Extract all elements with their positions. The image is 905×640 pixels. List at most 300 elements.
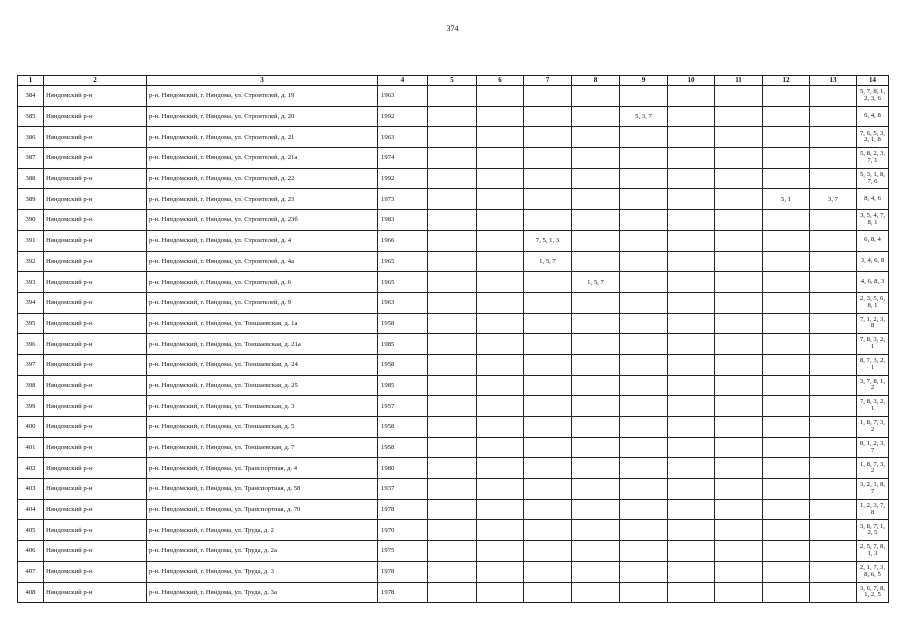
col11-cell xyxy=(715,189,763,210)
col13-cell xyxy=(810,210,857,231)
address-cell: р-н. Няндомский, г. Няндома, ул. Тоншаевская, д. 7 xyxy=(147,437,378,458)
col14-cell: 1, 2, 3, 7, 8 xyxy=(857,499,889,520)
col13-cell xyxy=(810,561,857,582)
column-header-3: 3 xyxy=(147,76,378,86)
col14-cell: 7, 8, 3, 2, 1 xyxy=(857,396,889,417)
row-number: 387 xyxy=(18,148,44,169)
year-cell: 1958 xyxy=(378,354,428,375)
col11-cell xyxy=(715,354,763,375)
district-cell: Няндомский р-н xyxy=(44,499,147,520)
col10-cell xyxy=(668,272,715,293)
col12-cell xyxy=(763,354,810,375)
district-cell: Няндомский р-н xyxy=(44,86,147,107)
address-cell: р-н. Няндомский, г. Няндома, ул. Транспортная, д. 70 xyxy=(147,499,378,520)
col6-cell xyxy=(477,292,524,313)
col11-cell xyxy=(715,272,763,293)
col11-cell xyxy=(715,251,763,272)
year-cell: 1985 xyxy=(378,375,428,396)
address-cell: р-н. Няндомский, г. Няндома, ул. Труда, д. 2 xyxy=(147,520,378,541)
col11-cell xyxy=(715,561,763,582)
col10-cell xyxy=(668,251,715,272)
address-cell: р-н. Няндомский, г. Няндома, ул. Труда, д. 3а xyxy=(147,582,378,603)
col10-cell xyxy=(668,127,715,148)
address-cell: р-н. Няндомский, г. Няндома, ул. Строителей, д. 9 xyxy=(147,292,378,313)
year-cell: 1983 xyxy=(378,210,428,231)
col8-cell xyxy=(572,396,620,417)
district-cell: Няндомский р-н xyxy=(44,148,147,169)
col13-cell xyxy=(810,168,857,189)
col9-cell xyxy=(620,354,668,375)
col12-cell xyxy=(763,106,810,127)
table-header xyxy=(18,76,889,86)
col6-cell xyxy=(477,168,524,189)
col5-cell xyxy=(428,313,477,334)
address-cell: р-н. Няндомский, г. Няндома, ул. Транспортная, д. 58 xyxy=(147,479,378,500)
col12-cell xyxy=(763,520,810,541)
col5-cell xyxy=(428,86,477,107)
col14-cell: 6, 8, 4 xyxy=(857,230,889,251)
col9-cell xyxy=(620,417,668,438)
col6-cell xyxy=(477,375,524,396)
col6-cell xyxy=(477,582,524,603)
address-cell: р-н. Няндомский, г. Няндома, ул. Строителей, д. 23 xyxy=(147,189,378,210)
table-row xyxy=(18,106,889,127)
col6-cell xyxy=(477,230,524,251)
table-row xyxy=(18,396,889,417)
column-header-1: 1 xyxy=(18,76,44,86)
table-row xyxy=(18,127,889,148)
col12-cell xyxy=(763,251,810,272)
col12-cell xyxy=(763,417,810,438)
col14-cell: 8, 7, 3, 2, 1 xyxy=(857,354,889,375)
col5-cell xyxy=(428,479,477,500)
col10-cell xyxy=(668,230,715,251)
col11-cell xyxy=(715,292,763,313)
col7-cell xyxy=(524,582,572,603)
col13-cell xyxy=(810,106,857,127)
col9-cell xyxy=(620,479,668,500)
column-header-8: 8 xyxy=(572,76,620,86)
table-row xyxy=(18,437,889,458)
col6-cell xyxy=(477,106,524,127)
address-cell: р-н. Няндомский, г. Няндома, ул. Строителей, д. 22 xyxy=(147,168,378,189)
col7-cell xyxy=(524,86,572,107)
col11-cell xyxy=(715,458,763,479)
col14-cell: 7, 1, 2, 3, 8 xyxy=(857,313,889,334)
district-cell: Няндомский р-н xyxy=(44,334,147,355)
col8-cell xyxy=(572,127,620,148)
col11-cell xyxy=(715,499,763,520)
district-cell: Няндомский р-н xyxy=(44,582,147,603)
row-number: 385 xyxy=(18,106,44,127)
col9-cell xyxy=(620,148,668,169)
col12-cell xyxy=(763,86,810,107)
row-number: 384 xyxy=(18,86,44,107)
col9-cell xyxy=(620,561,668,582)
col8-cell xyxy=(572,106,620,127)
row-number: 406 xyxy=(18,541,44,562)
table-row xyxy=(18,520,889,541)
header-row xyxy=(18,76,889,86)
col11-cell xyxy=(715,106,763,127)
col6-cell xyxy=(477,251,524,272)
year-cell: 1978 xyxy=(378,582,428,603)
col6-cell xyxy=(477,86,524,107)
table-row xyxy=(18,168,889,189)
col14-cell: 1, 8, 7, 3, 2 xyxy=(857,417,889,438)
address-cell: р-н. Няндомский, г. Няндома, ул. Строителей, д. 23б xyxy=(147,210,378,231)
district-cell: Няндомский р-н xyxy=(44,458,147,479)
col11-cell xyxy=(715,417,763,438)
table-row xyxy=(18,479,889,500)
col9-cell xyxy=(620,499,668,520)
column-header-2: 2 xyxy=(44,76,147,86)
year-cell: 1973 xyxy=(378,189,428,210)
address-cell: р-н. Няндомский, г. Няндома, ул. Тоншаевская, д. 21а xyxy=(147,334,378,355)
table-row xyxy=(18,458,889,479)
col6-cell xyxy=(477,272,524,293)
col9-cell xyxy=(620,541,668,562)
col11-cell xyxy=(715,396,763,417)
col10-cell xyxy=(668,520,715,541)
col8-cell: 1, 5, 7 xyxy=(572,272,620,293)
col11-cell xyxy=(715,230,763,251)
year-cell: 1963 xyxy=(378,127,428,148)
col10-cell xyxy=(668,210,715,231)
col7-cell: 7, 5, 1, 3 xyxy=(524,230,572,251)
col9-cell xyxy=(620,230,668,251)
row-number: 397 xyxy=(18,354,44,375)
col12-cell xyxy=(763,437,810,458)
col12-cell xyxy=(763,334,810,355)
col8-cell xyxy=(572,375,620,396)
col12-cell xyxy=(763,313,810,334)
col13-cell xyxy=(810,458,857,479)
table-row xyxy=(18,561,889,582)
table-row xyxy=(18,272,889,293)
row-number: 394 xyxy=(18,292,44,313)
col9-cell xyxy=(620,396,668,417)
col11-cell xyxy=(715,334,763,355)
col8-cell xyxy=(572,292,620,313)
column-header-10: 10 xyxy=(668,76,715,86)
table-row xyxy=(18,375,889,396)
col8-cell xyxy=(572,148,620,169)
address-cell: р-н. Няндомский, г. Няндома, ул. Тоншаевская, д. 24 xyxy=(147,354,378,375)
address-cell: р-н. Няндомский, г. Няндома, ул. Тоншаевская, д. 25 xyxy=(147,375,378,396)
year-cell: 1985 xyxy=(378,334,428,355)
row-number: 408 xyxy=(18,582,44,603)
address-cell: р-н. Няндомский, г. Няндома, ул. Строителей, д. 6 xyxy=(147,272,378,293)
col6-cell xyxy=(477,148,524,169)
col9-cell xyxy=(620,458,668,479)
col12-cell xyxy=(763,272,810,293)
col13-cell xyxy=(810,251,857,272)
col13-cell xyxy=(810,417,857,438)
page-number: 374 xyxy=(446,24,459,33)
col7-cell xyxy=(524,396,572,417)
address-cell: р-н. Няндомский, г. Няндома, ул. Транспортная, д. 4 xyxy=(147,458,378,479)
col14-cell: 7, 8, 3, 2, 1 xyxy=(857,334,889,355)
year-cell: 1958 xyxy=(378,313,428,334)
col10-cell xyxy=(668,148,715,169)
row-number: 404 xyxy=(18,499,44,520)
col5-cell xyxy=(428,168,477,189)
col7-cell xyxy=(524,189,572,210)
district-cell: Няндомский р-н xyxy=(44,292,147,313)
address-cell: р-н. Няндомский, г. Няндома, ул. Тоншаевская, д. 1а xyxy=(147,313,378,334)
district-cell: Няндомский р-н xyxy=(44,479,147,500)
district-cell: Няндомский р-н xyxy=(44,375,147,396)
district-cell: Няндомский р-н xyxy=(44,541,147,562)
col7-cell xyxy=(524,168,572,189)
col5-cell xyxy=(428,417,477,438)
col12-cell xyxy=(763,148,810,169)
col8-cell xyxy=(572,334,620,355)
col13-cell xyxy=(810,541,857,562)
col11-cell xyxy=(715,313,763,334)
district-cell: Няндомский р-н xyxy=(44,210,147,231)
col5-cell xyxy=(428,375,477,396)
year-cell: 1992 xyxy=(378,168,428,189)
col12-cell xyxy=(763,168,810,189)
col14-cell: 6, 4, 8 xyxy=(857,106,889,127)
col5-cell xyxy=(428,437,477,458)
row-number: 399 xyxy=(18,396,44,417)
row-number: 402 xyxy=(18,458,44,479)
col6-cell xyxy=(477,127,524,148)
col13-cell xyxy=(810,334,857,355)
year-cell: 1966 xyxy=(378,230,428,251)
col10-cell xyxy=(668,86,715,107)
col8-cell xyxy=(572,354,620,375)
col10-cell xyxy=(668,396,715,417)
col10-cell xyxy=(668,417,715,438)
col6-cell xyxy=(477,210,524,231)
col6-cell xyxy=(477,417,524,438)
col13-cell xyxy=(810,354,857,375)
col11-cell xyxy=(715,127,763,148)
col14-cell: 7, 6, 5, 3, 2, 1, 8 xyxy=(857,127,889,148)
col6-cell xyxy=(477,520,524,541)
col12-cell xyxy=(763,499,810,520)
row-number: 388 xyxy=(18,168,44,189)
col13-cell xyxy=(810,582,857,603)
year-cell: 1965 xyxy=(378,251,428,272)
col8-cell xyxy=(572,561,620,582)
address-cell: р-н. Няндомский, г. Няндома, ул. Строителей, д. 19 xyxy=(147,86,378,107)
district-cell: Няндомский р-н xyxy=(44,354,147,375)
year-cell: 1963 xyxy=(378,86,428,107)
col14-cell: 8, 1, 2, 3, 7 xyxy=(857,437,889,458)
col6-cell xyxy=(477,313,524,334)
col9-cell xyxy=(620,189,668,210)
row-number: 396 xyxy=(18,334,44,355)
col12-cell xyxy=(763,230,810,251)
col9-cell xyxy=(620,292,668,313)
col7-cell: 1, 5, 7 xyxy=(524,251,572,272)
col5-cell xyxy=(428,396,477,417)
register-table xyxy=(17,75,889,603)
col7-cell xyxy=(524,272,572,293)
col5-cell xyxy=(428,148,477,169)
col7-cell xyxy=(524,437,572,458)
col5-cell xyxy=(428,210,477,231)
col5-cell xyxy=(428,458,477,479)
address-cell: р-н. Няндомский, г. Няндома, ул. Тоншаевская, д. 3 xyxy=(147,396,378,417)
col14-cell: 3, 8, 7, 1, 2, 5 xyxy=(857,520,889,541)
col14-cell: 3, 6, 7, 8, 1, 2, 5 xyxy=(857,582,889,603)
address-cell: р-н. Няндомский, г. Няндома, ул. Труда, д. 3 xyxy=(147,561,378,582)
table-row xyxy=(18,582,889,603)
year-cell: 1965 xyxy=(378,272,428,293)
column-header-14: 14 xyxy=(857,76,889,86)
district-cell: Няндомский р-н xyxy=(44,127,147,148)
col8-cell xyxy=(572,210,620,231)
col13-cell xyxy=(810,127,857,148)
col11-cell xyxy=(715,437,763,458)
address-cell: р-н. Няндомский, г. Няндома, ул. Строителей, д. 20 xyxy=(147,106,378,127)
col8-cell xyxy=(572,189,620,210)
district-cell: Няндомский р-н xyxy=(44,168,147,189)
table-row xyxy=(18,354,889,375)
col14-cell: 4, 6, 8, 3 xyxy=(857,272,889,293)
row-number: 393 xyxy=(18,272,44,293)
column-header-11: 11 xyxy=(715,76,763,86)
year-cell: 1980 xyxy=(378,458,428,479)
address-cell: р-н. Няндомский, г. Няндома, ул. Тоншаевская, д. 5 xyxy=(147,417,378,438)
col5-cell xyxy=(428,520,477,541)
row-number: 395 xyxy=(18,313,44,334)
col7-cell xyxy=(524,148,572,169)
col7-cell xyxy=(524,417,572,438)
col14-cell: 2, 5, 7, 8, 1, 3 xyxy=(857,541,889,562)
col10-cell xyxy=(668,354,715,375)
col11-cell xyxy=(715,479,763,500)
district-cell: Няндомский р-н xyxy=(44,396,147,417)
col5-cell xyxy=(428,499,477,520)
col12-cell xyxy=(763,541,810,562)
col6-cell xyxy=(477,437,524,458)
district-cell: Няндомский р-н xyxy=(44,313,147,334)
col9-cell xyxy=(620,437,668,458)
col6-cell xyxy=(477,541,524,562)
col12-cell: 5, 1 xyxy=(763,189,810,210)
year-cell: 1978 xyxy=(378,561,428,582)
col9-cell xyxy=(620,582,668,603)
col13-cell xyxy=(810,86,857,107)
col10-cell xyxy=(668,541,715,562)
col8-cell xyxy=(572,458,620,479)
col5-cell xyxy=(428,582,477,603)
col8-cell xyxy=(572,479,620,500)
column-header-12: 12 xyxy=(763,76,810,86)
col7-cell xyxy=(524,334,572,355)
col11-cell xyxy=(715,86,763,107)
col8-cell xyxy=(572,437,620,458)
col6-cell xyxy=(477,561,524,582)
district-cell: Няндомский р-н xyxy=(44,561,147,582)
col11-cell xyxy=(715,210,763,231)
table-row xyxy=(18,313,889,334)
col5-cell xyxy=(428,251,477,272)
col6-cell xyxy=(477,479,524,500)
col13-cell: 3, 7 xyxy=(810,189,857,210)
col7-cell xyxy=(524,479,572,500)
year-cell: 1963 xyxy=(378,292,428,313)
col7-cell xyxy=(524,354,572,375)
col13-cell xyxy=(810,375,857,396)
col9-cell xyxy=(620,168,668,189)
year-cell: 1992 xyxy=(378,106,428,127)
year-cell: 1958 xyxy=(378,417,428,438)
col9-cell xyxy=(620,210,668,231)
col14-cell: 1, 8, 7, 3, 2 xyxy=(857,458,889,479)
column-header-6: 6 xyxy=(477,76,524,86)
district-cell: Няндомский р-н xyxy=(44,189,147,210)
col13-cell xyxy=(810,479,857,500)
col14-cell: 5, 8, 2, 3, 7, 1 xyxy=(857,148,889,169)
col14-cell: 8, 4, 6 xyxy=(857,189,889,210)
col8-cell xyxy=(572,582,620,603)
district-cell: Няндомский р-н xyxy=(44,272,147,293)
district-cell: Няндомский р-н xyxy=(44,230,147,251)
col12-cell xyxy=(763,375,810,396)
col10-cell xyxy=(668,313,715,334)
row-number: 407 xyxy=(18,561,44,582)
table-row xyxy=(18,148,889,169)
col5-cell xyxy=(428,189,477,210)
col10-cell xyxy=(668,479,715,500)
col12-cell xyxy=(763,582,810,603)
col7-cell xyxy=(524,106,572,127)
col6-cell xyxy=(477,396,524,417)
district-cell: Няндомский р-н xyxy=(44,251,147,272)
year-cell: 1957 xyxy=(378,396,428,417)
year-cell: 1974 xyxy=(378,148,428,169)
col11-cell xyxy=(715,541,763,562)
col8-cell xyxy=(572,230,620,251)
col5-cell xyxy=(428,106,477,127)
col13-cell xyxy=(810,396,857,417)
col6-cell xyxy=(477,458,524,479)
col9-cell xyxy=(620,520,668,541)
col7-cell xyxy=(524,313,572,334)
col10-cell xyxy=(668,189,715,210)
table-row xyxy=(18,499,889,520)
district-cell: Няндомский р-н xyxy=(44,106,147,127)
col7-cell xyxy=(524,292,572,313)
year-cell: 1937 xyxy=(378,479,428,500)
table-row xyxy=(18,541,889,562)
col5-cell xyxy=(428,541,477,562)
col10-cell xyxy=(668,582,715,603)
address-cell: р-н. Няндомский, г. Няндома, ул. Строителей, д. 4 xyxy=(147,230,378,251)
col14-cell: 2, 3, 5, 6, 8, 1 xyxy=(857,292,889,313)
year-cell: 1975 xyxy=(378,541,428,562)
row-number: 391 xyxy=(18,230,44,251)
col13-cell xyxy=(810,313,857,334)
col9-cell xyxy=(620,251,668,272)
row-number: 386 xyxy=(18,127,44,148)
col14-cell: 2, 1, 7, 3, 8, 6, 5 xyxy=(857,561,889,582)
address-cell: р-н. Няндомский, г. Няндома, ул. Труда, д. 2а xyxy=(147,541,378,562)
col13-cell xyxy=(810,230,857,251)
col10-cell xyxy=(668,458,715,479)
column-header-5: 5 xyxy=(428,76,477,86)
year-cell: 1970 xyxy=(378,520,428,541)
row-number: 389 xyxy=(18,189,44,210)
